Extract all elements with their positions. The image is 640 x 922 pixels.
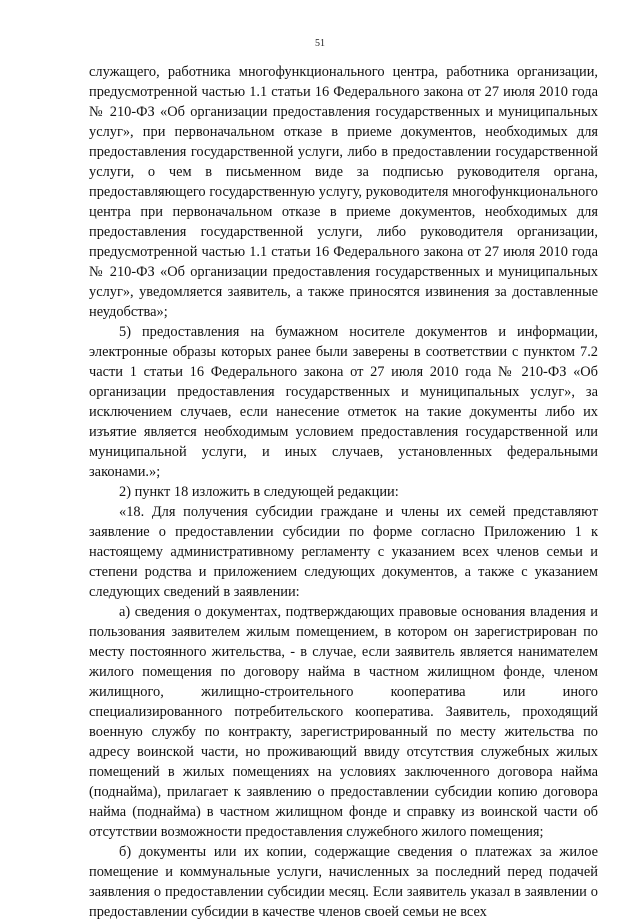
paragraph-item-2: 2) пункт 18 изложить в следующей редакции: bbox=[119, 484, 399, 500]
document-body bbox=[89, 62, 598, 922]
page-number: 51 bbox=[315, 38, 325, 49]
paragraph-item-5: 5) предоставления на бумажном носителе документов и информации, электронные образы которых ранее были заверены в соответствии с пунктом 7.2 части 1 статьи 16 Федерального закона от 27 июля 2010 года № 210-ФЗ «Об организации предоставления государственных и муниципальных услуг», за исключением случаев, если нанесение отметок на такие документы либо их изъятие является необходимым условием предоставления государственной или муниципальной услуги, и иных случаев, установленных федеральными законами.»; bbox=[89, 324, 598, 480]
paragraph-clause-18: «18. Для получения субсидии граждане и члены их семей представляют заявление о предоставлении субсидии по форме согласно Приложению 1 к настоящему административному регламенту с указанием всех членов семьи и степени родства и приложением следующих документов, а также с указанием следующих сведений в заявлении: bbox=[89, 504, 598, 600]
paragraph-subclause-b: б) документы или их копии, содержащие сведения о платежах за жилое помещение и коммунальные услуги, начисленных за последний перед подачей заявления о предоставлении субсидии месяц. Если заявитель указал в заявлении о предоставлении субсидии в качестве членов своей семьи не всех bbox=[89, 844, 598, 920]
paragraph-subclause-a: а) сведения о документах, подтверждающих правовые основания владения и пользования заявителем жилым помещением, в котором он зарегистрирован по месту постоянного жительства, - в случае, если заявитель является нанимателем жилого помещения по договору найма в частном жилищном фонде, членом жилищного, жилищно-строительного кооператива или иного специализированного потребительского кооператива. Заявитель, проходящий военную службу по контракту, зарегистрированный по месту жительства по адресу воинской части, но проживающий ввиду отсутствия служебных жилых помещений в жилых помещениях на условиях заключенного договора найма (поднайма), прилагает к заявлению о предоставлении субсидии копию договора найма (поднайма) в частном жилищном фонде и справку из воинской части об отсутствии возможности предоставления служебного жилого помещения; bbox=[89, 604, 598, 840]
paragraph-continuation: служащего, работника многофункционального центра, работника организации, предусмотренной частью 1.1 статьи 16 Федерального закона от 27 июля 2010 года № 210-ФЗ «Об организации предоставления государственных и муниципальных услуг», при первоначальном отказе в приеме документов, необходимых для предоставления государственной услуги, либо в предоставлении государственной услуги, о чем в письменном виде за подписью руководителя органа, предоставляющего государственную услугу, руководителя многофункционального центра при первоначальном отказе в приеме документов, необходимых для предоставления государственной услуги, либо руководителя организации, предусмотренной частью 1.1 статьи 16 Федерального закона от 27 июля 2010 года № 210-ФЗ «Об организации предоставления государственных и муниципальных услуг», уведомляется заявитель, а также приносятся извинения за доставленные неудобства»; bbox=[89, 64, 598, 320]
